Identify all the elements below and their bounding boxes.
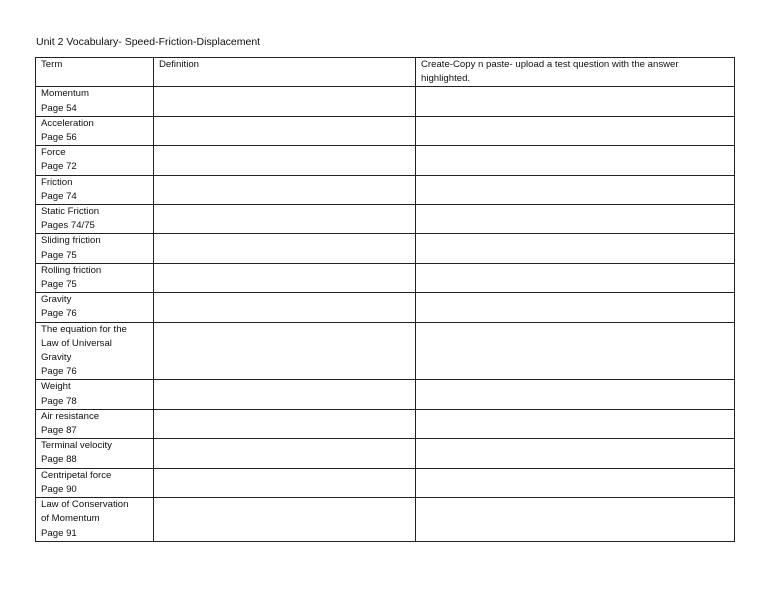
term-cell [36,498,154,542]
page-reference: Pages 74/75 [41,220,95,232]
term-name: Gravity [41,352,72,364]
term-cell [36,116,154,145]
page-reference: Page 87 [41,425,77,437]
document-title: Unit 2 Vocabulary- Speed-Friction-Displacement [36,36,261,48]
test-question-cell[interactable] [416,380,735,409]
test-question-cell[interactable] [416,293,735,322]
table-row [36,439,735,468]
table-row [36,380,735,409]
table-row [36,263,735,292]
definition-cell[interactable] [154,205,416,234]
definition-cell[interactable] [154,293,416,322]
test-question-cell[interactable] [416,322,735,380]
term-cell [36,263,154,292]
header-create-question: Create-Copy n paste- upload a test question with the answer highlighted. [416,58,735,87]
definition-cell[interactable] [154,498,416,542]
table-row [36,205,735,234]
term-cell [36,409,154,438]
term-name: Acceleration [41,117,94,129]
definition-cell[interactable] [154,234,416,263]
test-question-cell[interactable] [416,234,735,263]
table-row [36,87,735,116]
term-name: Friction [41,176,73,188]
term-name: Terminal velocity [41,440,112,452]
table-body [36,87,735,541]
term-name: Rolling friction [41,264,102,276]
page-reference: Page 75 [41,249,77,261]
definition-cell[interactable] [154,87,416,116]
term-name: Sliding friction [41,235,101,247]
term-name: The equation for the [41,323,127,335]
table-row [36,498,735,542]
definition-cell[interactable] [154,380,416,409]
page-reference: Page 78 [41,395,77,407]
table-row [36,293,735,322]
test-question-cell[interactable] [416,175,735,204]
term-name: Law of Universal [41,337,112,349]
table-row [36,468,735,497]
test-question-cell[interactable] [416,439,735,468]
term-cell [36,205,154,234]
definition-cell[interactable] [154,439,416,468]
term-name: Air resistance [41,410,100,422]
table-row [36,409,735,438]
test-question-cell[interactable] [416,468,735,497]
term-cell [36,175,154,204]
definition-cell[interactable] [154,322,416,380]
definition-cell[interactable] [154,468,416,497]
page-reference: Page 72 [41,161,77,173]
page-reference: Page 76 [41,366,77,378]
term-name: Centripetal force [41,469,112,481]
test-question-cell[interactable] [416,498,735,542]
term-cell [36,146,154,175]
table-header-row [36,58,735,87]
term-name: Law of Conservation [41,499,129,511]
test-question-cell[interactable] [416,87,735,116]
page-reference: Page 74 [41,190,77,202]
term-cell [36,468,154,497]
term-name: Force [41,147,66,159]
term-cell [36,234,154,263]
term-name: Weight [41,381,71,393]
page-reference: Page 56 [41,132,77,144]
term-name: Static Friction [41,206,100,218]
test-question-cell[interactable] [416,263,735,292]
definition-cell[interactable] [154,263,416,292]
term-name: Momentum [41,88,89,100]
test-question-cell[interactable] [416,409,735,438]
vocabulary-table [35,57,735,542]
test-question-cell[interactable] [416,146,735,175]
term-cell [36,87,154,116]
term-cell [36,293,154,322]
term-name: Gravity [41,294,72,306]
page-reference: Page 75 [41,279,77,291]
term-name: of Momentum [41,513,100,525]
table-row [36,146,735,175]
definition-cell[interactable] [154,409,416,438]
header-term: Term [36,58,154,87]
term-cell [36,380,154,409]
table-row [36,234,735,263]
term-cell [36,439,154,468]
table-row [36,322,735,380]
page-reference: Page 90 [41,483,77,495]
term-cell [36,322,154,380]
page-reference: Page 76 [41,308,77,320]
test-question-cell[interactable] [416,205,735,234]
table-row [36,175,735,204]
definition-cell[interactable] [154,146,416,175]
test-question-cell[interactable] [416,116,735,145]
table-row [36,116,735,145]
definition-cell[interactable] [154,175,416,204]
page-reference: Page 88 [41,454,77,466]
header-definition: Definition [154,58,416,87]
page-reference: Page 91 [41,527,77,539]
definition-cell[interactable] [154,116,416,145]
page-reference: Page 54 [41,102,77,114]
